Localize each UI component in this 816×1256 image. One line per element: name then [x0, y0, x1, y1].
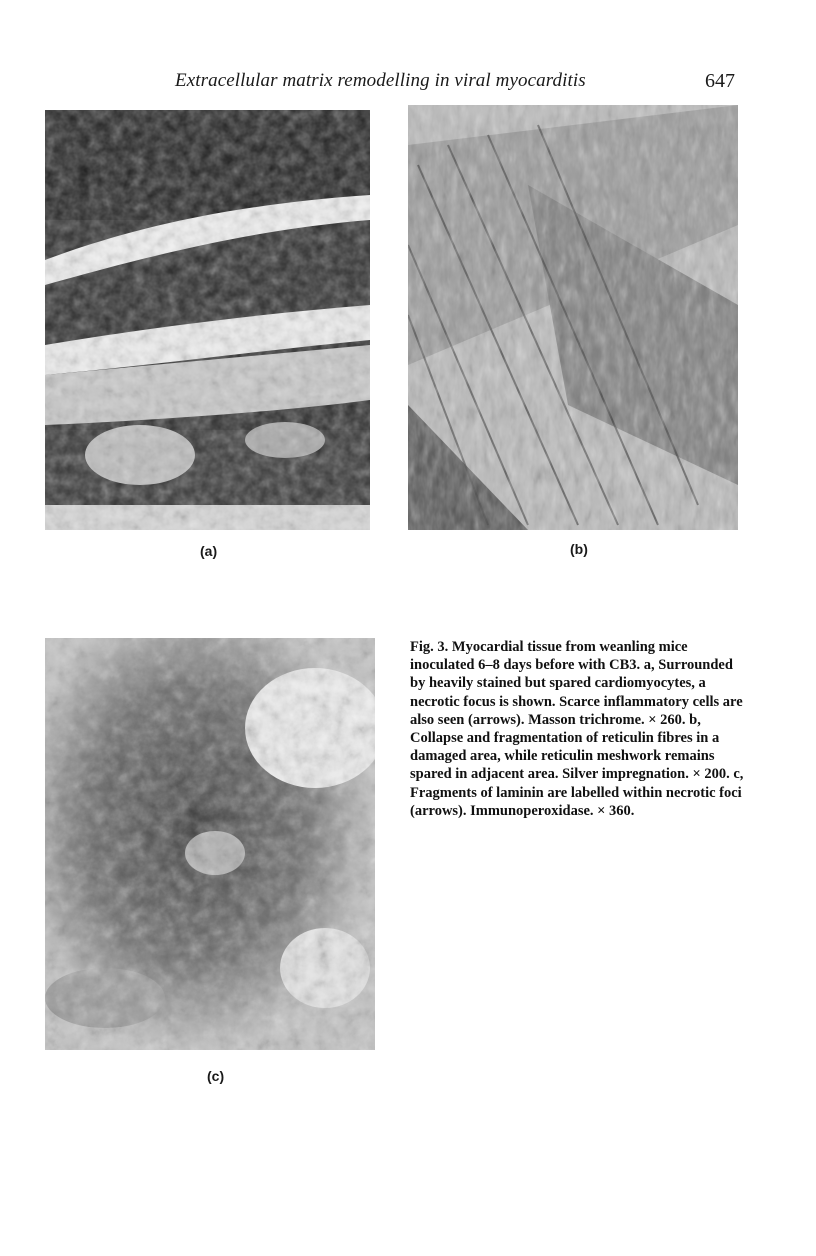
caption-lead: Fig. 3. [410, 639, 449, 655]
page-number: 647 [705, 70, 735, 92]
caption-text: Myocardial tissue from weanling mice inoculated 6–8 days before with CB3. a, Surrounded by heavily stained but spared cardiomyocytes, a necrotic focus is shown. Scarce inflammatory cells are also seen (arrows). Masson trichrome. × 260. b, Collapse and fragmentation of reticulin fibres in a damaged area, while reticulin meshwork remains spared in adjacent area. Silver impregnation. × 200. c, Fragments of laminin are labelled within necrotic foci (arrows). Immunoperoxidase. × 360. [410, 639, 744, 819]
micrograph-b [408, 105, 738, 530]
panel-label-c: (c) [207, 1068, 225, 1084]
micrograph-a [45, 110, 370, 530]
panel-label-a: (a) [200, 543, 218, 559]
panel-label-b: (b) [570, 541, 588, 557]
figure-caption [410, 638, 745, 820]
running-head: Extracellular matrix remodelling in viral myocarditis [175, 70, 586, 91]
micrograph-c [45, 638, 375, 1050]
